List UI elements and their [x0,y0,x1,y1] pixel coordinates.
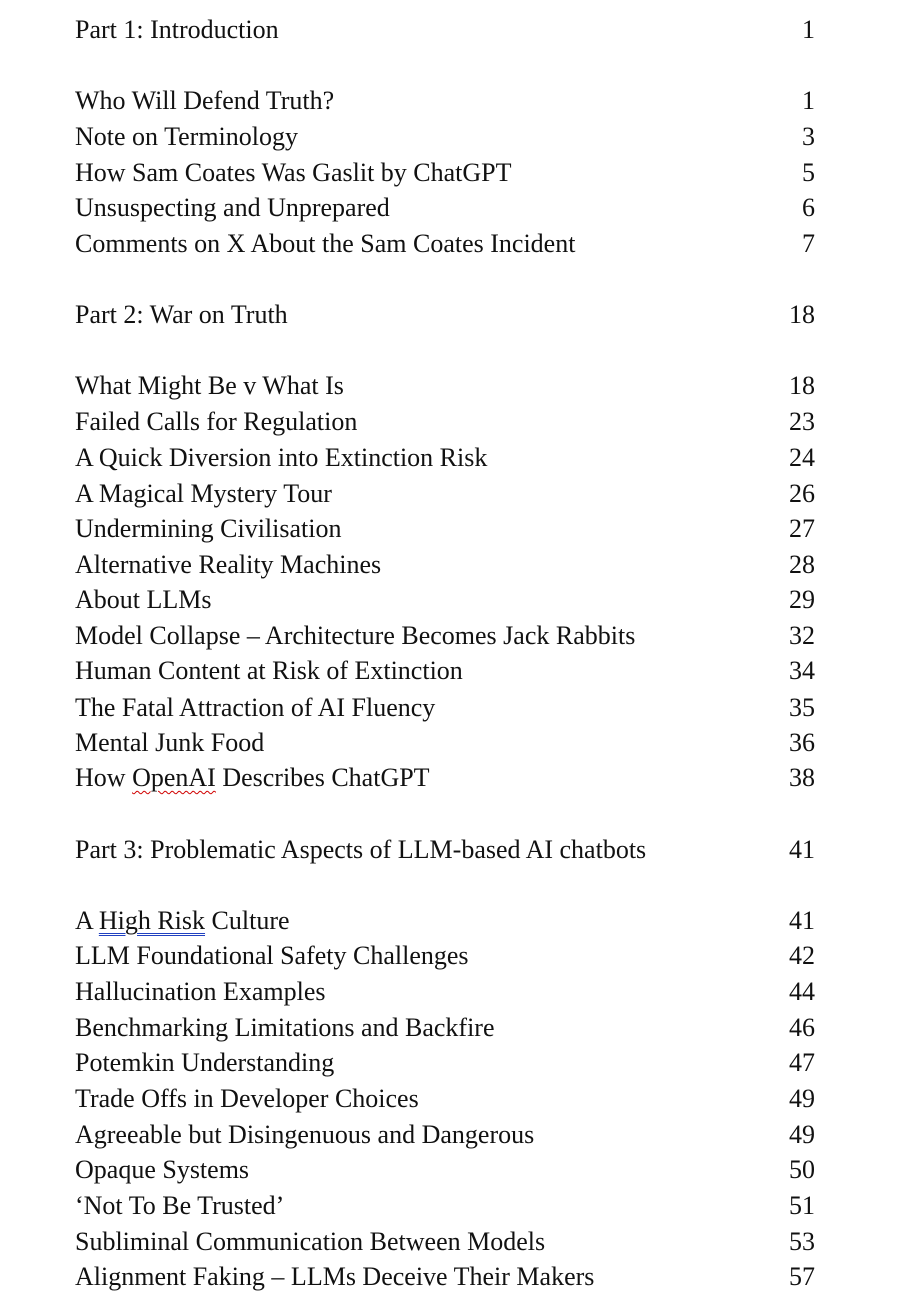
toc-entry [75,760,815,796]
toc-title: Benchmarking Limitations and Backfire [75,1013,495,1042]
toc-entry [75,1117,815,1153]
toc-page-number: 36 [789,728,815,757]
toc-page-number: 18 [789,300,815,329]
toc-entry [75,1010,815,1046]
toc-page-number: 23 [789,407,815,436]
toc-title [75,903,290,939]
toc-part-heading [75,832,815,868]
toc-entry [75,511,815,547]
toc-page-number: 29 [789,585,815,614]
toc-title-text: A [75,906,99,935]
toc-entry [75,582,815,618]
toc-title: Human Content at Risk of Extinction [75,656,463,685]
toc-title: Part 3: Problematic Aspects of LLM-based AI chatbots [75,835,647,864]
toc-title: Comments on X About the Sam Coates Incident [75,229,576,258]
toc-page-number: 27 [789,514,815,543]
toc-title: Unsuspecting and Unprepared [75,193,390,222]
toc-title: Subliminal Communication Between Models [75,1227,546,1256]
toc-entry [75,1259,815,1295]
toc-entry [75,1081,815,1117]
toc-entry [75,618,815,654]
grammar-flagged-phrase[interactable]: High Risk [98,906,206,935]
toc-entry [75,1152,815,1188]
toc-page-number: 38 [789,763,815,792]
toc-page-number: 50 [789,1155,815,1184]
toc-title: Trade Offs in Developer Choices [75,1084,419,1113]
toc-page-number: 7 [802,229,815,258]
toc-title-text: Culture [205,906,290,935]
toc-entry [75,476,815,512]
toc-title-text: Describes ChatGPT [215,763,430,792]
toc-title: Potemkin Understanding [75,1048,335,1077]
toc-entry [75,83,815,119]
toc-page-number: 5 [802,158,815,187]
toc-title: A Magical Mystery Tour [75,479,332,508]
toc-entry [75,440,815,476]
toc-entry [75,1188,815,1224]
toc-page-number: 35 [789,693,815,722]
toc-entry [75,155,815,191]
toc-title-text: How [75,763,133,792]
toc-title: A Quick Diversion into Extinction Risk [75,443,488,472]
toc-title: The Fatal Attraction of AI Fluency [75,693,436,722]
toc-page-number: 47 [789,1048,815,1077]
toc-title: About LLMs [75,585,212,614]
toc-page-number: 41 [789,906,815,935]
toc-title: Part 1: Introduction [75,15,279,44]
toc-title: Opaque Systems [75,1155,250,1184]
toc-page-number: 1 [802,15,815,44]
toc-entry [75,725,815,761]
toc-page-number: 49 [789,1084,815,1113]
toc-entry [75,404,815,440]
toc-page-number: 32 [789,621,815,650]
toc-entry [75,653,815,689]
toc-title: What Might Be v What Is [75,371,344,400]
toc-entry [75,226,815,262]
toc-entry [75,938,815,974]
toc-part-heading [75,12,815,48]
toc-entry [75,368,815,404]
toc-entry [75,119,815,155]
toc-title: Failed Calls for Regulation [75,407,358,436]
toc-title: Note on Terminology [75,122,299,151]
toc-page-number: 51 [789,1191,815,1220]
toc-entry [75,547,815,583]
toc-title: Agreeable but Disingenuous and Dangerous [75,1120,535,1149]
toc-title: Alternative Reality Machines [75,550,382,579]
toc-title: Who Will Defend Truth? [75,86,335,115]
toc-entry [75,690,815,726]
toc-page-number: 53 [789,1227,815,1256]
toc-title: ‘Not To Be Trusted’ [75,1191,285,1220]
toc-page-number: 46 [789,1013,815,1042]
spellcheck-flagged-word[interactable]: OpenAI [132,763,216,792]
toc-page-number: 6 [802,193,815,222]
toc-page-number: 18 [789,371,815,400]
toc-page-number: 24 [789,443,815,472]
toc-title: Undermining Civilisation [75,514,342,543]
toc-title: How Sam Coates Was Gaslit by ChatGPT [75,158,512,187]
toc-title: Part 2: War on Truth [75,300,288,329]
toc-entry [75,190,815,226]
toc-part-heading [75,297,815,333]
toc-title [75,760,430,796]
toc-page-number: 49 [789,1120,815,1149]
toc-entry [75,974,815,1010]
toc-page-number: 3 [802,122,815,151]
toc-page-number: 34 [789,656,815,685]
toc-page-number: 44 [789,977,815,1006]
toc-title: Model Collapse – Architecture Becomes Jack Rabbits [75,621,636,650]
toc-entry [75,1224,815,1260]
toc-page-number: 1 [802,86,815,115]
toc-title: Mental Junk Food [75,728,265,757]
toc-title: LLM Foundational Safety Challenges [75,941,469,970]
toc-page-number: 41 [789,835,815,864]
toc-title: Alignment Faking – LLMs Deceive Their Makers [75,1262,595,1291]
toc-entry [75,903,815,939]
toc-page-number: 42 [789,941,815,970]
toc-page-number: 28 [789,550,815,579]
toc-title: Hallucination Examples [75,977,326,1006]
toc-page-number: 57 [789,1262,815,1291]
toc-page-number: 26 [789,479,815,508]
toc-entry [75,1045,815,1081]
